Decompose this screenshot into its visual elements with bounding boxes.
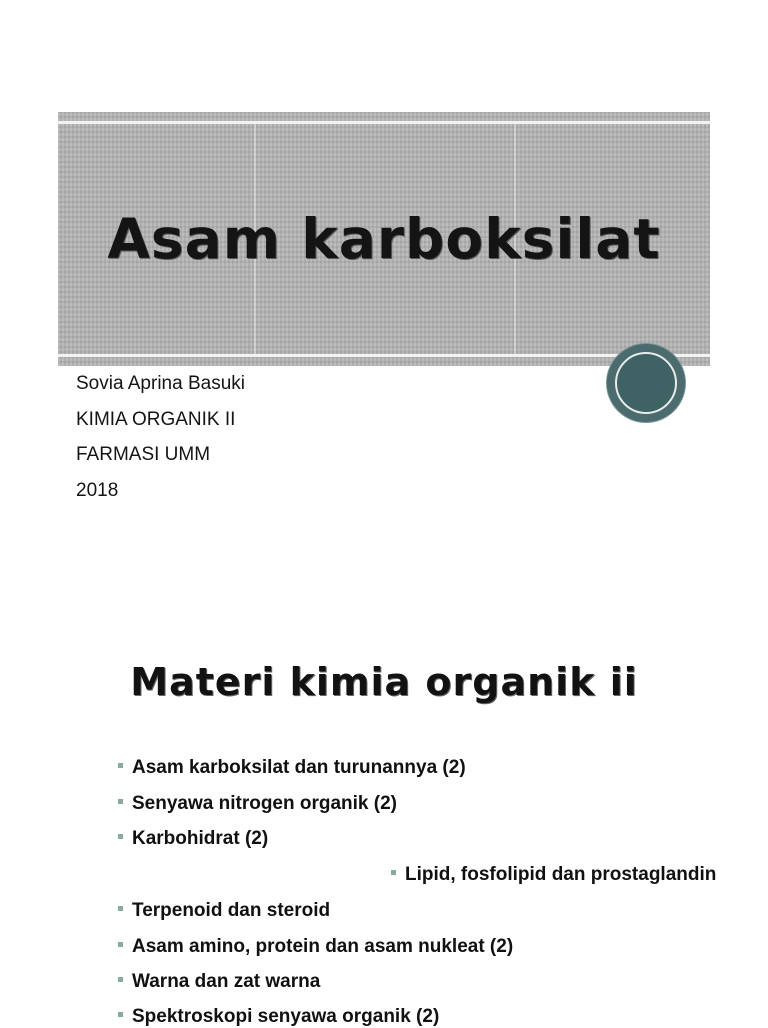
circle-decoration-inner bbox=[615, 352, 677, 414]
list-item-label: Terpenoid dan steroid bbox=[132, 900, 331, 921]
slide-title: Asam karboksilat bbox=[107, 207, 661, 271]
list-item bbox=[118, 936, 513, 958]
list-item-label: Karbohidrat (2) bbox=[132, 828, 269, 849]
list-item bbox=[118, 828, 268, 850]
bullet-icon bbox=[118, 763, 123, 768]
banner-bottom-line bbox=[58, 354, 710, 357]
list-item-label: Senyawa nitrogen organik (2) bbox=[132, 793, 397, 814]
slide-heading: Materi kimia organik ii bbox=[130, 660, 638, 704]
list-item-label: Asam amino, protein dan asam nukleat (2) bbox=[132, 936, 514, 957]
bullet-icon bbox=[391, 870, 396, 875]
author-name: Sovia Aprina Basuki bbox=[76, 373, 245, 394]
list-item-label: Lipid, fosfolipid dan prostaglandin bbox=[405, 864, 717, 885]
list-item bbox=[391, 864, 716, 886]
course-name: KIMIA ORGANIK II bbox=[76, 409, 236, 430]
list-item bbox=[118, 793, 397, 815]
list-item-label: Warna dan zat warna bbox=[132, 971, 321, 992]
bullet-icon bbox=[118, 834, 123, 839]
list-item bbox=[118, 900, 330, 922]
list-item-label: Spektroskopi senyawa organik (2) bbox=[132, 1006, 440, 1027]
content-slide bbox=[0, 560, 768, 1027]
bullet-icon bbox=[118, 799, 123, 804]
bullet-icon bbox=[118, 906, 123, 911]
year: 2018 bbox=[76, 480, 119, 501]
bullet-icon bbox=[118, 1012, 123, 1017]
circle-decoration bbox=[607, 344, 685, 422]
list-item bbox=[118, 1006, 439, 1028]
bullet-icon bbox=[118, 942, 123, 947]
banner-top-line bbox=[58, 121, 710, 124]
list-item bbox=[118, 971, 320, 993]
title-banner bbox=[58, 112, 710, 366]
bullet-icon bbox=[118, 977, 123, 982]
institution: FARMASI UMM bbox=[76, 444, 211, 465]
list-item-label: Asam karboksilat dan turunannya (2) bbox=[132, 757, 466, 778]
list-item bbox=[118, 757, 466, 779]
